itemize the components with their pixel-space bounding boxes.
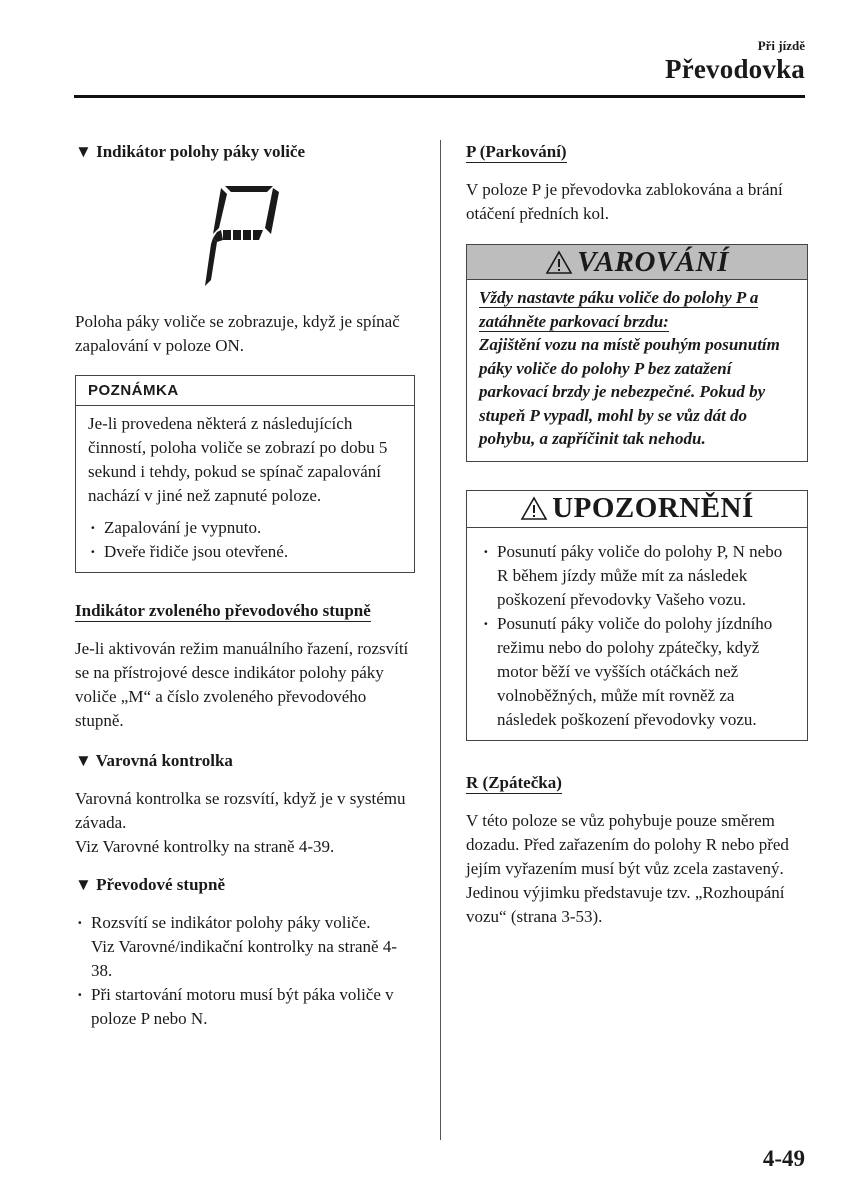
note-box (75, 375, 415, 573)
warning-instruction: Vždy nastavte páku voliče do polohy P a zatáhněte parkovací brzdu: (479, 288, 759, 331)
note-item: · Zapalování je vypnuto. (88, 516, 404, 540)
warning-explanation: Zajištění vozu na místě pouhým posunutím páky voliče do polohy P bez zatažení parkovací brzdy je nebezpečné. Pokud by stupeň P vypadl, mohl by se vůz dát do pohybu, a zapříčinit tak nehodu. (479, 335, 780, 448)
warning-box (466, 244, 808, 462)
page-title: Převodovka (665, 54, 805, 84)
warning-title: VAROVÁNÍ (467, 245, 807, 280)
warning-triangle-icon (545, 250, 573, 275)
p-heading: P (Parkování) (466, 142, 567, 161)
gear-p-indicator-icon (203, 182, 289, 292)
p-text: V poloze P je převodovka zablokována a brání otáčení předních kol. (466, 180, 783, 223)
triangle-down-icon: ▼ (75, 751, 92, 770)
warning-triangle-icon (520, 496, 548, 521)
note-item: · Dveře řidiče jsou otevřené. (88, 540, 404, 564)
gear-indicator-text: Je-li aktivován režim manuálního řazení, rozsvítí se na přístrojové desce indikátor polohy páky voliče „M“ a číslo zvoleného převodového stupně. (75, 639, 409, 730)
caution-box (466, 490, 808, 741)
gear-indicator-heading: Indikátor zvoleného převodového stupně (75, 601, 371, 620)
gears-item: · Rozsvítí se indikátor polohy páky voliče. Viz Varovné/indikační kontrolky na straně 4-38. (75, 911, 415, 983)
caution-item: · Posunutí páky voliče do polohy jízdního režimu nebo do polohy zpátečky, když motor běží ve vyšších otáčkách než volnoběžných, může mít rovněž za následek poškození převodovky vozu. (481, 612, 795, 732)
segment-display (203, 182, 289, 292)
page-number: 4-49 (762, 1146, 805, 1171)
triangle-down-icon: ▼ (75, 875, 92, 894)
caution-title: UPOZORNĚNÍ (467, 491, 807, 528)
note-title: POZNÁMKA (76, 376, 414, 406)
r-heading: R (Zpátečka) (466, 772, 562, 792)
left-column (75, 140, 415, 1031)
warning-light-heading: ▼ Varovná kontrolka (75, 751, 233, 770)
triangle-down-icon: ▼ (75, 142, 92, 161)
right-column (466, 140, 808, 929)
note-body (76, 406, 414, 572)
gears-heading: ▼ Převodové stupně (75, 875, 225, 894)
indicator-text: Poloha páky voliče se zobrazuje, když je spínač zapalování v poloze ON. (75, 312, 400, 355)
header-rule (74, 95, 805, 98)
note-text: Je-li provedena některá z následujících činností, poloha voliče se zobrazí po dobu 5 sekund i tehdy, pokud se spínač zapalování nachází v jiné než zapnuté poloze. (88, 414, 388, 505)
gears-item: · Při startování motoru musí být páka voliče v poloze P nebo N. (75, 983, 415, 1031)
warning-light-text: Varovná kontrolka se rozsvítí, když je v systému závada. Viz Varovné kontrolky na straně 4-39. (75, 789, 406, 856)
caution-body (467, 528, 807, 740)
column-divider (440, 140, 441, 1140)
indicator-heading: ▼ Indikátor polohy páky voliče (75, 142, 306, 161)
warning-body (467, 280, 807, 461)
section-label: Při jízdě (757, 38, 805, 53)
caution-item: · Posunutí páky voliče do polohy P, N nebo R během jízdy může mít za následek poškození převodovky Vašeho vozu. (481, 540, 795, 612)
r-text: V této poloze se vůz pohybuje pouze směrem dozadu. Před zařazením do polohy R nebo před jejím vyřazením musí být vůz zcela zastavený. Jedinou výjimku představuje tzv. „Rozhoupání vozu“ (strana 3-53). (466, 810, 789, 926)
